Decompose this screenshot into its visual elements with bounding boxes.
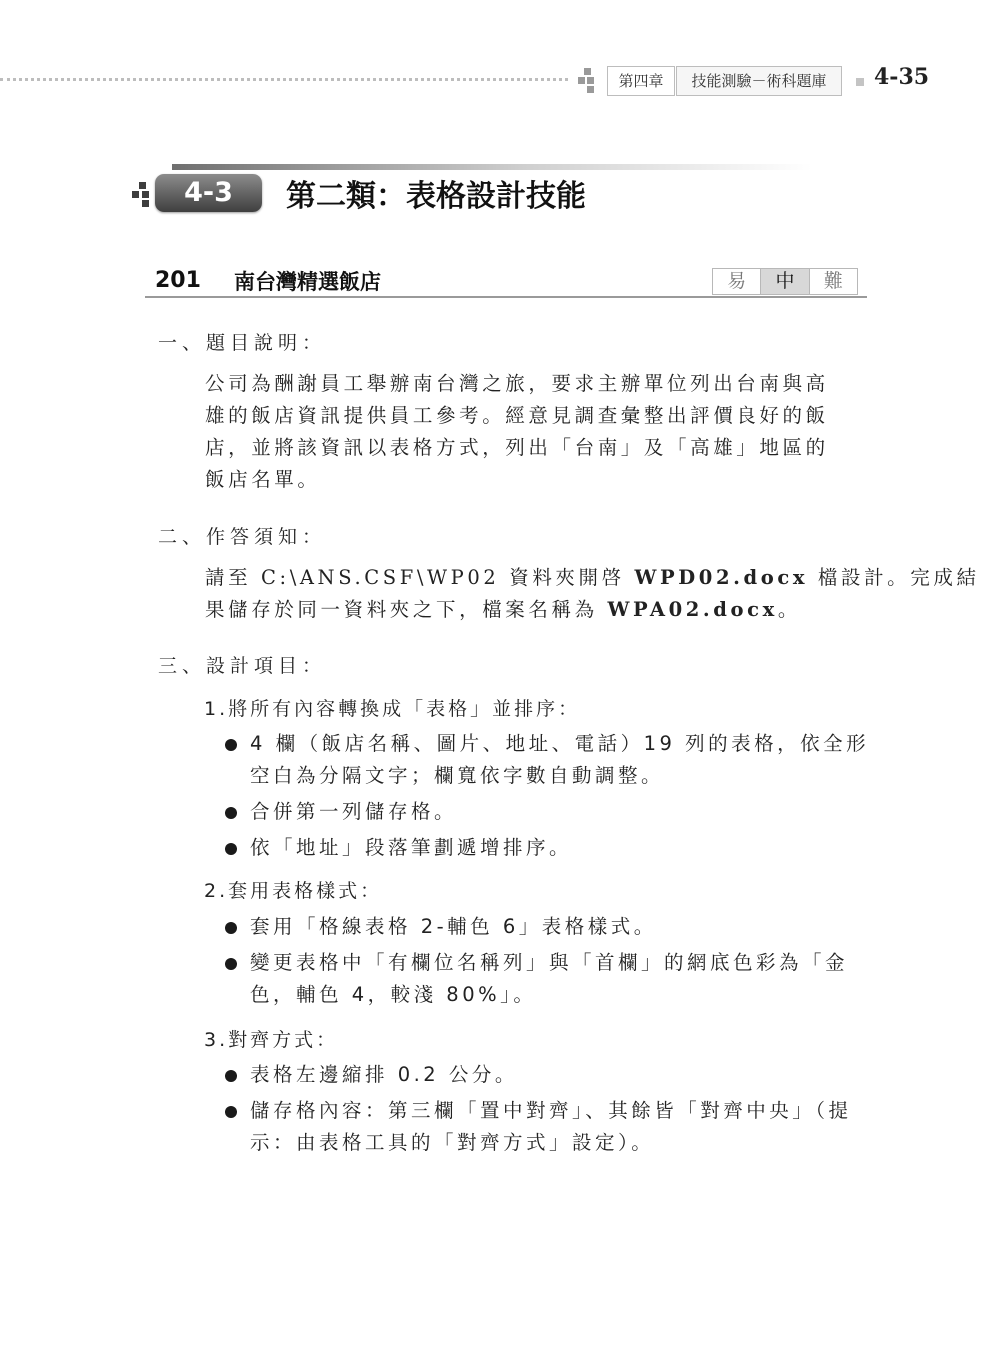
part1-line: 公司為酬謝員工舉辦南台灣之旅，要求主辦單位列出台南與高 <box>205 372 829 395</box>
bullet-line: 色，輔色 4，較淺 80%」。 <box>250 983 537 1006</box>
design-item-title: 2.套用表格樣式： <box>204 880 383 902</box>
part2-line-2 <box>205 594 865 626</box>
header-chapter: 第四章 <box>607 66 675 96</box>
question-title: 南台灣精選飯店 <box>234 270 381 294</box>
section-number-badge: 4-3 <box>155 174 262 212</box>
part2-line-1 <box>205 562 980 594</box>
bullet-line: 依「地址」段落筆劃遞增排序。 <box>250 836 573 859</box>
design-item-title: 1.將所有內容轉換成「表格」並排序： <box>204 698 581 720</box>
bullet-line: 表格左邊縮排 0.2 公分。 <box>250 1063 518 1086</box>
part1-line: 店，並將該資訊以表格方式，列出「台南」及「高雄」地區的 <box>205 436 829 459</box>
bullet-dot-icon <box>225 922 237 934</box>
part1-line: 飯店名單。 <box>205 468 321 491</box>
design-bullet <box>250 947 865 1011</box>
bullet-line: 空白為分隔文字；欄寬依字數自動調整。 <box>250 764 665 787</box>
bullet-line: 4 欄（飯店名稱、圖片、地址、電話）19 列的表格，依全形 <box>250 732 870 755</box>
design-bullet <box>250 1059 865 1091</box>
header-book-title: 技能測驗－術科題庫 <box>676 66 842 96</box>
source-filename: WPD02.docx <box>634 566 809 589</box>
part2-text: 。 <box>777 598 801 621</box>
design-bullet <box>250 1095 865 1159</box>
part1-paragraph <box>205 368 865 496</box>
part2-heading: 二、作答須知： <box>158 526 327 548</box>
bullet-line: 合併第一列儲存格。 <box>250 800 458 823</box>
difficulty-easy: 易 <box>727 270 747 292</box>
difficulty-indicator <box>712 268 858 295</box>
part3-heading: 三、設計項目： <box>158 655 327 677</box>
part1-line: 雄的飯店資訊提供員工參考。經意見調查彙整出評價良好的飯 <box>205 404 829 427</box>
page-number: 4-35 <box>874 64 930 90</box>
bullet-line: 變更表格中「有欄位名稱列」與「首欄」的網底色彩為「金 <box>250 951 849 974</box>
header-squares-icon <box>578 68 598 94</box>
question-divider <box>145 296 867 298</box>
bullet-dot-icon <box>225 843 237 855</box>
header-dotted-rule <box>0 78 568 81</box>
design-bullet <box>250 796 865 828</box>
bullet-dot-icon <box>225 739 237 751</box>
bullet-dot-icon <box>225 1070 237 1082</box>
header-bullet-square <box>856 78 864 86</box>
design-item-title: 3.對齊方式： <box>204 1029 339 1051</box>
part2-text: 果儲存於同一資料夾之下，檔案名稱為 <box>205 598 608 621</box>
question-number: 201 <box>155 268 201 293</box>
bullet-dot-icon <box>225 1106 237 1118</box>
difficulty-hard: 難 <box>809 269 857 294</box>
part2-text: 檔設計。完成結 <box>808 566 980 589</box>
bullet-dot-icon <box>225 807 237 819</box>
answer-filename: WPA02.docx <box>607 598 778 621</box>
bullet-line: 套用「格線表格 2-輔色 6」表格樣式。 <box>250 915 657 938</box>
design-bullet <box>250 832 865 864</box>
design-bullet <box>250 911 865 943</box>
section-title: 第二類：表格設計技能 <box>286 179 586 214</box>
bullet-dot-icon <box>225 958 237 970</box>
bullet-line: 儲存格內容：第三欄「置中對齊」、其餘皆「對齊中央」（提 <box>250 1099 852 1122</box>
difficulty-medium: 中 <box>760 269 808 294</box>
part2-text: 請至 C:\ANS.CSF\WP02 資料夾開啓 <box>205 566 635 589</box>
part1-heading: 一、題目說明： <box>158 332 327 354</box>
part2-paragraph <box>205 562 980 626</box>
section-squares-icon <box>132 182 152 208</box>
section-gradient-bar <box>172 164 812 170</box>
bullet-line: 示：由表格工具的「對齊方式」設定）。 <box>250 1131 655 1154</box>
design-bullet <box>250 728 870 792</box>
